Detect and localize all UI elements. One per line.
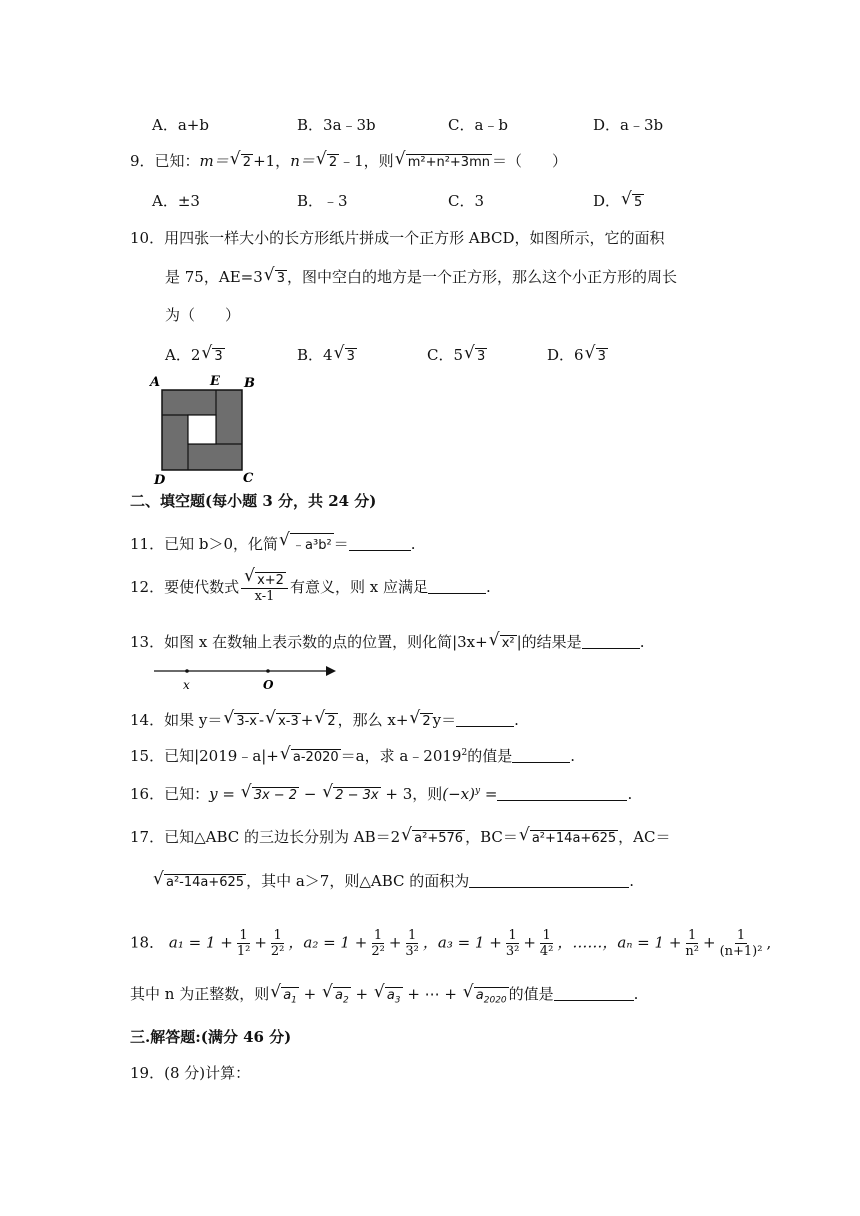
question-11: 11．已知 b＞0，化简 √ ﹣a³b² ＝ . <box>130 530 416 553</box>
question-17-line1: 17．已知△ABC 的三边长分别为 AB＝2 √ a²+576 ，BC＝ √ a²+14a+625 ，AC＝ <box>130 825 671 846</box>
question-9: 9．已知：m＝ √ 2 +1，n＝ √ 2 ﹣1，则 √ m²+n²+3mn ＝（ ） <box>130 149 567 170</box>
q8-option-b: B．3a﹣3b <box>297 116 376 134</box>
question-10-line2: 是 75，AE=3 √ 3 ，图中空白的地方是一个正方形，那么这个小正方形的周长 <box>165 265 678 286</box>
square-abcd-figure <box>148 372 268 487</box>
question-10-line1: 10．用四张一样大小的长方形纸片拼成一个正方形 ABCD，如图所示，它的面积 <box>130 229 665 247</box>
q10-option-d: D．6 √ 3 <box>547 343 606 364</box>
question-14: 14．如果 y＝ √ 3-x - √ x-3 + √ 2 ，那么 x+ √ 2 y＝ . <box>130 708 519 729</box>
question-17-line2: √ a²-14a+625 ，其中 a＞7，则△ABC 的面积为 . <box>153 869 635 890</box>
question-10-line3: 为（ ） <box>165 306 241 324</box>
label-e: E <box>210 374 220 389</box>
q9-option-b: B．﹣3 <box>297 192 348 210</box>
label-x: x <box>183 678 190 692</box>
q10-option-c: C．5 √ 3 <box>427 343 486 364</box>
question-15: 15．已知|2019﹣a|+ √ a-2020 ＝a，求 a﹣2019$^2$的值是 . <box>130 744 575 765</box>
section-3-heading: 三.解答题:(满分 46 分) <box>130 1028 292 1046</box>
q10-option-a: A．2 √ 3 <box>165 343 223 364</box>
q9-option-c: C．3 <box>448 192 485 210</box>
label-b: B <box>244 376 255 391</box>
label-o: O <box>263 678 274 692</box>
question-19: 19．(8 分)计算： <box>130 1064 251 1082</box>
question-18-line2: 其中 n 为正整数，则 √ $a_1$ + √ $a_2$ + √ $a_3$ + ⋯ + √ $a_{2020}$ 的值是 . <box>130 982 639 1006</box>
section-2-heading: 二、填空题(每小题 3 分，共 24 分) <box>130 492 377 510</box>
label-d: D <box>154 473 166 487</box>
number-line <box>150 660 340 692</box>
question-12: 12．要使代数式 √ x+2 x-1 有意义，则 x 应满足 . <box>130 566 491 604</box>
question-18-line1: 18． a₁ = 1 + $\frac{1}{\text{1²}}$ + $\frac{1}{\text{2²}}$ ，a₂ = 1 + $\frac{1}{\text{2²}}$ + $\frac{1}{\text{3²}}$ ，a₃ = 1 + $\frac{1}{\text{3²}}$ + $\frac{1}{\text{4²}}$ ，……，aₙ = 1 + $\frac{1}{\text{n²}}$ + $\frac{1}{\text{(n+1)²}}$ , <box>130 928 772 959</box>
inner-white-square <box>188 415 216 444</box>
q8-option-d: D．a﹣3b <box>593 116 664 134</box>
q8-option-a: A．a+b <box>152 116 209 134</box>
q10-option-b: B．4 √ 3 <box>297 343 355 364</box>
q9-option-a: A．±3 <box>152 192 200 210</box>
question-16: 16．已知：y = √ 3x − 2 − √ 2 − 3x + 3，则$(-x)^y$ = . <box>130 782 633 803</box>
q8-option-c: C．a﹣b <box>448 116 509 134</box>
arrow-right-icon <box>326 666 336 676</box>
question-13: 13．如图 x 在数轴上表示数的点的位置，则化简|3x+ √ x² |的结果是 . <box>130 630 645 651</box>
q9-option-d: D． √ 5 <box>593 189 643 210</box>
label-c: C <box>243 471 254 486</box>
label-a: A <box>150 375 161 390</box>
